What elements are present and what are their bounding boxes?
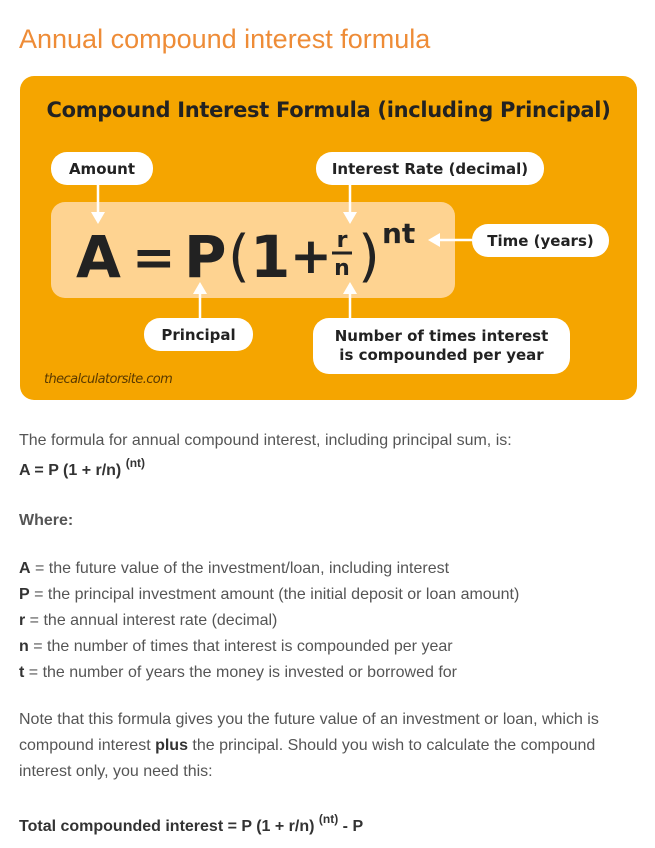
definition-n: [19, 638, 453, 656]
definition-text: = the annual interest rate (decimal): [25, 612, 278, 629]
note-text-2: the principal. Should you wish to calculate the compound interest only, you need this:: [19, 737, 596, 780]
note-bold: plus: [155, 737, 188, 754]
definition-text: = the principal investment amount (the initial deposit or loan amount): [29, 586, 520, 603]
definition-text: = the number of years the money is invested or borrowed for: [24, 664, 457, 681]
definition-p: [19, 586, 519, 604]
time-label: Time (years): [472, 224, 609, 257]
formula-plus: +: [290, 227, 332, 285]
source-watermark: thecalculatorsite.com: [44, 372, 173, 387]
formula-p: P: [184, 223, 227, 291]
compounding-label-line2: is compounded per year: [339, 346, 544, 364]
definition-text: = the number of times that interest is compounded per year: [28, 638, 453, 655]
note-paragraph: [19, 707, 644, 785]
amount-label: Amount: [51, 152, 153, 185]
definition-term: n: [19, 638, 29, 655]
formula-line-main: A = P (1 + r/n): [19, 462, 122, 479]
total-formula-tail: - P: [338, 818, 364, 835]
formula-exponent: nt: [382, 217, 416, 250]
formula-n: n: [334, 256, 350, 281]
formula-one: 1: [250, 223, 291, 291]
infographic-title: Compound Interest Formula (including Principal): [46, 98, 611, 122]
definition-t: [19, 664, 457, 682]
definition-term: r: [19, 612, 26, 629]
total-interest-formula: [19, 811, 364, 836]
total-formula-exponent: (nt): [318, 811, 339, 826]
compounding-label-line1: Number of times interest: [334, 327, 549, 345]
formula-infographic: [20, 76, 637, 400]
formula-line-exponent: (nt): [125, 455, 146, 470]
formula-line: [19, 455, 146, 480]
note-text-1: Note that this formula gives you the future value of an investment or loan, which is compound interest: [19, 711, 599, 754]
definition-term: A: [19, 560, 31, 577]
formula-graphic: [70, 209, 440, 291]
formula-open-paren: (: [228, 224, 250, 289]
definition-text: = the future value of the investment/loan, including interest: [30, 560, 450, 577]
compounding-periods-label: [313, 318, 570, 374]
interest-rate-label: Interest Rate (decimal): [316, 152, 544, 185]
where-label: Where:: [19, 512, 74, 529]
definition-r: [19, 612, 277, 630]
definition-a: [19, 560, 449, 578]
total-formula-main: Total compounded interest = P (1 + r/n): [19, 818, 315, 835]
formula-close-paren: ): [358, 224, 380, 289]
formula-r: r: [336, 228, 348, 253]
page-heading: Annual compound interest formula: [19, 24, 431, 54]
intro-text: The formula for annual compound interest, including principal sum, is:: [19, 432, 512, 449]
formula-a: A: [76, 223, 121, 291]
formula-equals: =: [132, 228, 176, 288]
definition-term: P: [19, 586, 30, 603]
principal-label: Principal: [144, 318, 253, 351]
definition-term: t: [19, 664, 25, 681]
